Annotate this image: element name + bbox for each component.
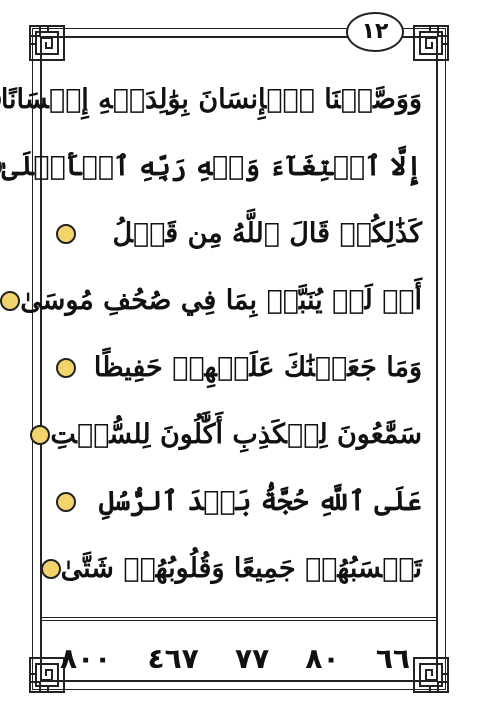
verse-row (0, 78, 426, 122)
footer-divider (40, 617, 438, 621)
verse-text: وَوَصَّيۡنَا ٱلۡإِنسَانَ بِوَٰلِدَيۡهِ إِحۡسَانًا (0, 83, 422, 115)
page-number-badge (346, 12, 404, 52)
yellow-circle-icon (56, 492, 76, 512)
verse-row (1, 145, 426, 189)
verse-text: عَلَى ٱللَّهِ حُجَّةُۢ بَعۡدَ ٱلرُّسُلِ (98, 485, 422, 517)
corner-ornament-icon (412, 656, 450, 694)
verse-row (52, 212, 426, 256)
verse-text: تَحۡسَبُهُمۡ جَمِيعًا وَقُلُوبُهُمۡ شَتَّىٰ (60, 552, 422, 584)
verse-row (20, 279, 426, 323)
corner-ornament-icon (28, 24, 66, 62)
verse-row (52, 413, 426, 457)
yellow-circle-icon (0, 291, 20, 311)
verse-text: سَمَّٰعُونَ لِلۡكَذِبِ أَكَّٰلُونَ لِلسُّحۡتِ (50, 418, 422, 450)
footer-number: ٨٠ (305, 641, 340, 675)
page-number: ١٢ (361, 19, 389, 44)
verse-row (52, 547, 426, 591)
footer-numbers (60, 638, 410, 678)
yellow-circle-icon (56, 224, 76, 244)
verse-text: إِلَّا ٱبۡتِغَآءَ وَجۡهِ رَبِّهِ ٱلۡأَعۡلَىٰ (1, 150, 422, 182)
footer-number: ٦٦ (375, 641, 410, 675)
corner-ornament-icon (412, 24, 450, 62)
footer-number: ٤٦٧ (147, 641, 199, 675)
verse-text: أَمۡ لَمۡ يُنَبَّأۡ بِمَا فِي صُحُفِ مُوسَىٰ (20, 284, 422, 316)
footer-number: ٧٧ (235, 641, 270, 675)
yellow-circle-icon (41, 559, 61, 579)
verse-text: وَمَا جَعَلۡنَٰكَ عَلَيۡهِمۡ حَفِيظًا (93, 351, 422, 383)
yellow-circle-icon (56, 358, 76, 378)
verse-text: كَذَٰلِكُمۡ قَالَ ٱللَّهُ مِن قَبۡلُ (112, 217, 422, 249)
verse-row (52, 480, 426, 524)
verse-row (52, 346, 426, 390)
footer-number: ٨٠٠ (60, 641, 112, 675)
